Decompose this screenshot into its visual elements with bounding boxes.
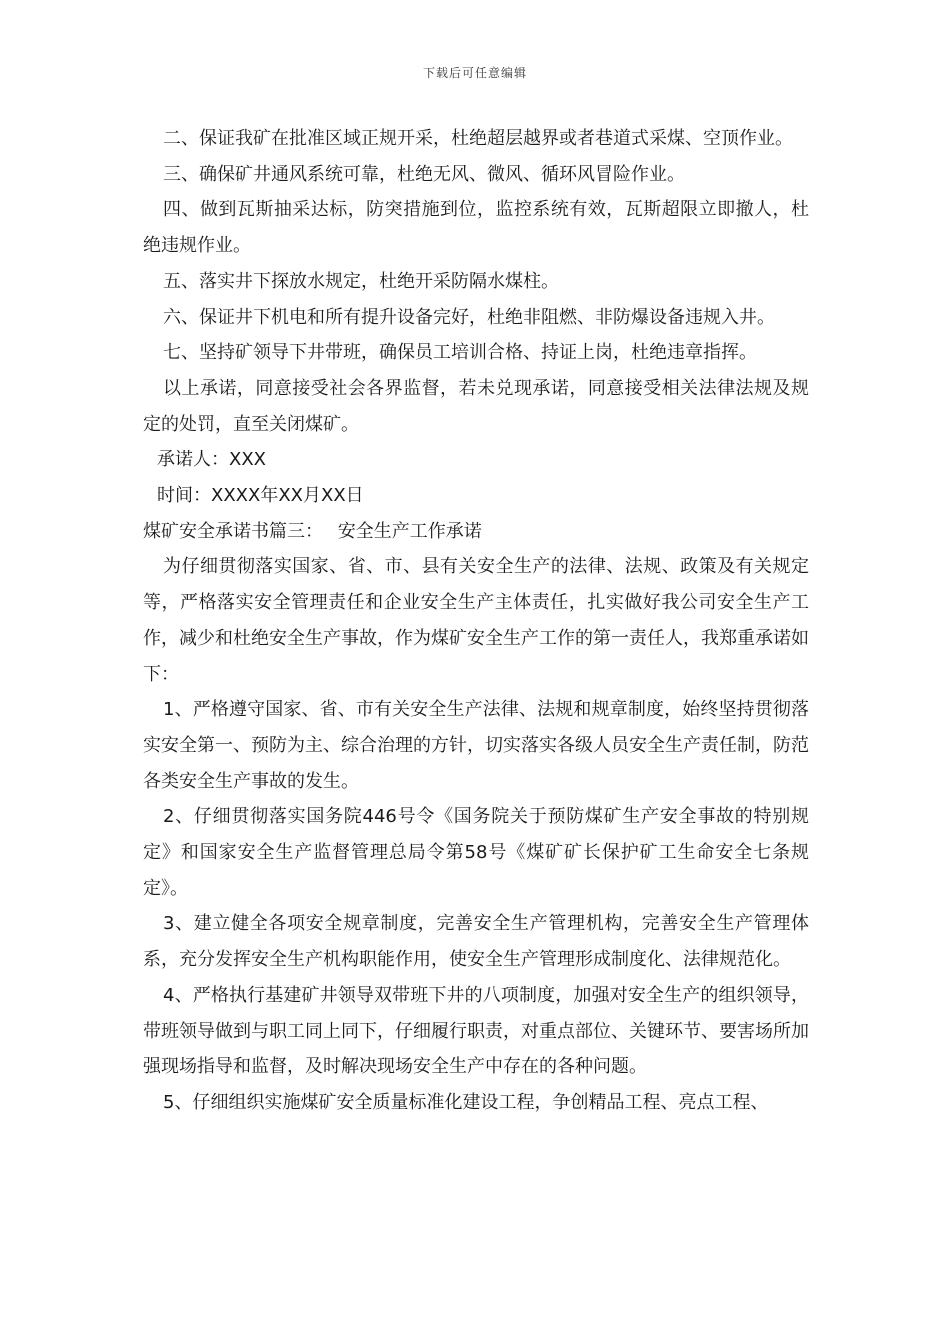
paragraph-item-4: 四、做到瓦斯抽采达标，防突措施到位，监控系统有效，瓦斯超限立即撤人，杜绝违规作业。 <box>143 199 809 257</box>
paragraph-item-5: 五、落实井下探放水规定，杜绝开采防隔水煤柱。 <box>163 270 559 292</box>
paragraph-point-2: 2、仔细贯彻落实国务院446号令《国务院关于预防煤矿生产安全事故的特别规定》和国家安全生产监督管理总局令第58号《煤矿矿长保护矿工生命安全七条规定》。 <box>143 806 809 899</box>
paragraph-intro: 为仔细贯彻落实国家、省、市、县有关安全生产的法律、法规、政策及有关规定等，严格落实安全管理责任和企业安全生产主体责任，扎实做好我公司安全生产工作，减少和杜绝安全生产事故，作为煤矿安全生产工作的第一责任人，我郑重承诺如下： <box>143 556 809 685</box>
paragraph-point-3: 3、建立健全各项安全规章制度，完善安全生产管理机构，完善安全生产管理体系，充分发挥安全生产机构职能作用，使安全生产管理形成制度化、法律规范化。 <box>143 913 809 971</box>
page-header: 下载后可任意编辑 <box>422 66 527 80</box>
paragraph-item-3: 三、确保矿井通风系统可靠，杜绝无风、微风、循环风冒险作业。 <box>163 163 685 185</box>
paragraph-point-4: 4、严格执行基建矿井领导双带班下井的八项制度，加强对安全生产的组织领导，带班领导做到与职工同上同下，仔细履行职责，对重点部位、关键环节、要害场所加强现场指导和监督，及时解决现场安全生产中存在的各种问题。 <box>143 984 809 1078</box>
paragraph-item-7: 七、坚持矿领导下井带班，确保员工培训合格、持证上岗，杜绝违章指挥。 <box>163 342 757 364</box>
paragraph-item-6: 六、保证井下机电和所有提升设备完好，杜绝非阻燃、非防爆设备违规入井。 <box>163 306 775 328</box>
section-heading: 煤矿安全承诺书篇三： 安全生产工作承诺 <box>143 520 482 542</box>
date-line: 时间：XXXX年XX月XX日 <box>157 485 364 507</box>
paragraph-conclusion: 以上承诺，同意接受社会各界监督，若未兑现承诺，同意接受相关法律法规及规定的处罚，直至关闭煤矿。 <box>143 377 809 435</box>
paragraph-point-5: 5、仔细组织实施煤矿安全质量标准化建设工程，争创精品工程、亮点工程、 <box>163 1091 769 1113</box>
paragraph-item-2: 二、保证我矿在批准区域正规开采，杜绝超层越界或者巷道式采煤、空顶作业。 <box>163 128 793 149</box>
paragraph-point-1: 1、严格遵守国家、省、市有关安全生产法律、法规和规章制度，始终坚持贯彻落实安全第一、预防为主、综合治理的方针，切实落实各级人员安全生产责任制，防范各类安全生产事故的发生。 <box>143 699 809 792</box>
document-body <box>143 121 809 1121</box>
signatory-line: 承诺人：XXX <box>157 449 266 471</box>
